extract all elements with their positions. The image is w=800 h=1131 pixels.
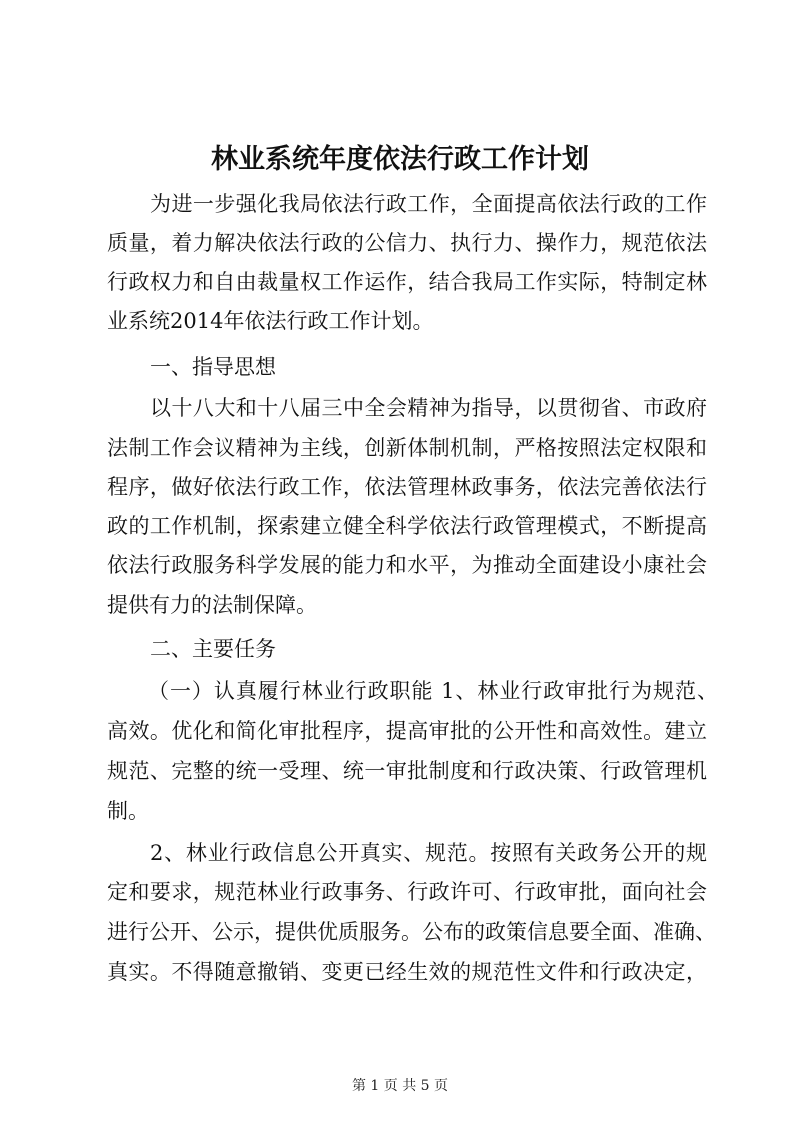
paragraph-line: 以十八大和十八届三中全会精神为指导，以贯彻省、市政府 xyxy=(150,396,707,420)
paragraph-line: 真实。不得随意撤销、变更已经生效的规范性文件和行政决定， xyxy=(107,960,707,984)
section-heading: 一、指导思想 xyxy=(150,355,276,379)
page-footer: 第 1 页 共 5 页 xyxy=(351,1078,449,1094)
paragraph-line: 政的工作机制，探索建立健全科学依法行政管理模式，不断提高 xyxy=(107,514,707,538)
paragraph-line: 程序，做好依法行政工作，依法管理林政事务，依法完善依法行 xyxy=(107,475,707,499)
paragraph-line: 质量，着力解决依法行政的公信力、执行力、操作力，规范依法 xyxy=(107,231,707,255)
paragraph-line: （一）认真履行林业行政职能 1、林业行政审批行为规范、 xyxy=(148,679,718,703)
paragraph-line: 定和要求，规范林业行政事务、行政许可、行政审批，面向社会 xyxy=(107,880,707,904)
paragraph-line: 高效。优化和简化审批程序，提高审批的公开性和高效性。建立 xyxy=(107,719,707,743)
paragraph-line: 业系统2014年依法行政工作计划。 xyxy=(107,309,434,333)
paragraph-line: 提供有力的法制保障。 xyxy=(107,593,317,617)
paragraph-line: 进行公开、公示，提供优质服务。公布的政策信息要全面、准确、 xyxy=(107,920,716,944)
paragraph-line: 为进一步强化我局依法行政工作，全面提高依法行政的工作 xyxy=(150,192,707,216)
paragraph-line: 行政权力和自由裁量权工作运作，结合我局工作实际，特制定林 xyxy=(107,270,707,294)
paragraph-line: 制。 xyxy=(107,799,149,823)
paragraph-line: 依法行政服务科学发展的能力和水平，为推动全面建设小康社会 xyxy=(107,553,707,577)
paragraph-line: 2、林业行政信息公开真实、规范。按照有关政务公开的规 xyxy=(150,841,707,865)
section-heading: 二、主要任务 xyxy=(150,637,276,661)
paragraph-line: 规范、完整的统一受理、统一审批制度和行政决策、行政管理机 xyxy=(107,759,707,783)
document-title: 林业系统年度依法行政工作计划 xyxy=(211,144,589,175)
paragraph-line: 法制工作会议精神为主线，创新体制机制，严格按照法定权限和 xyxy=(107,436,707,460)
